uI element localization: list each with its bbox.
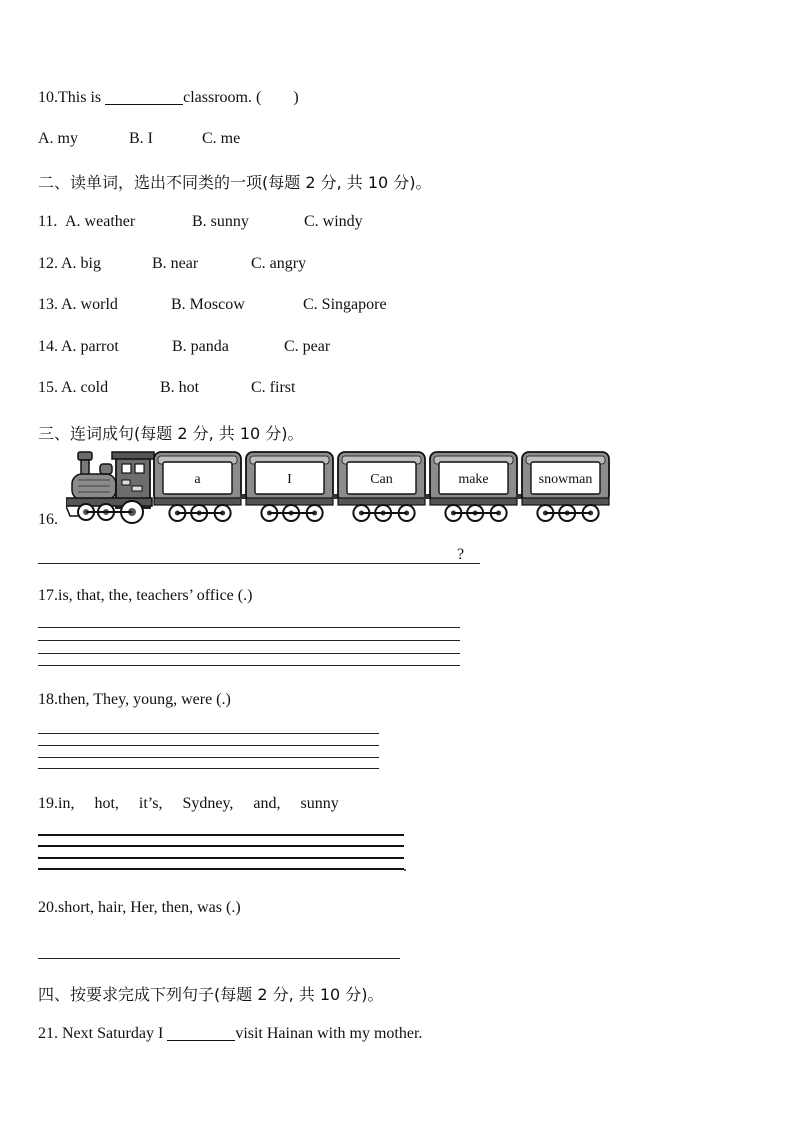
q15-option-a: A. cold	[61, 379, 109, 396]
q18-line-4[interactable]	[38, 768, 379, 769]
q16-number: 16.	[38, 511, 58, 528]
q10-prefix: 10.This is	[38, 89, 106, 106]
q20-answer-line[interactable]	[38, 958, 400, 959]
q13-number: 13.	[38, 296, 58, 313]
q13-option-c: C. Singapore	[303, 296, 387, 313]
q14-option-a: A. parrot	[61, 338, 119, 355]
q18-line-2[interactable]	[38, 745, 379, 746]
train-car	[430, 452, 517, 521]
section-2-heading: 二、读单词，选出不同类的一项(每题 2 分, 共 10 分)。	[38, 173, 432, 192]
q12-number: 12.	[38, 255, 58, 272]
question-19: 19.in, hot, it’s, Sydney, and, sunny	[38, 795, 339, 812]
section-3-heading: 三、连词成句(每题 2 分, 共 10 分)。	[38, 424, 304, 443]
q17-line-3[interactable]	[38, 653, 460, 654]
question-17: 17.is, that, the, teachers’ office (.)	[38, 587, 253, 604]
q16-end-mark: ?	[457, 546, 465, 563]
q12-option-b: B. near	[152, 255, 199, 272]
q19-end-mark: .	[403, 858, 407, 875]
question-10	[38, 88, 299, 107]
question-20: 20.short, hair, Her, then, was (.)	[38, 899, 241, 916]
q21-answer-blank[interactable]	[167, 1024, 235, 1041]
q11-option-b: B. sunny	[192, 213, 249, 230]
train-word: I	[287, 472, 292, 487]
q19-line-2[interactable]	[38, 845, 404, 847]
q11-number: 11.	[38, 213, 58, 230]
train-cars	[152, 450, 612, 528]
train-car	[154, 452, 241, 521]
q14-option-c: C. pear	[284, 338, 331, 355]
q12-option-a: A. big	[61, 255, 101, 272]
question-21	[38, 1024, 422, 1043]
q18-line-1[interactable]	[38, 733, 379, 734]
q11-option-c: C. windy	[304, 213, 363, 230]
q15-option-b: B. hot	[160, 379, 200, 396]
train-word: Can	[370, 472, 393, 487]
train-word: make	[458, 472, 489, 487]
q19-line-3[interactable]	[38, 857, 404, 859]
q15-number: 15.	[38, 379, 58, 396]
q19-line-4[interactable]	[38, 868, 404, 870]
q10-suffix: classroom. ( )	[183, 89, 299, 106]
train-word: snowman	[538, 472, 593, 487]
q11-option-a: A. weather	[65, 213, 136, 230]
q14-option-b: B. panda	[172, 338, 229, 355]
q10-option-b: B. I	[129, 130, 153, 147]
q19-line-1[interactable]	[38, 834, 404, 836]
q13-option-b: B. Moscow	[171, 296, 245, 313]
q10-answer-blank[interactable]	[105, 88, 183, 105]
train-car	[522, 452, 609, 521]
train-car	[338, 452, 425, 521]
q17-line-4[interactable]	[38, 665, 460, 666]
section-4-heading: 四、按要求完成下列句子(每题 2 分, 共 10 分)。	[38, 985, 384, 1004]
q21-suffix: visit Hainan with my mother.	[235, 1025, 423, 1042]
train-car	[246, 452, 333, 521]
q15-option-c: C. first	[251, 379, 296, 396]
q12-option-c: C. angry	[251, 255, 307, 272]
q21-prefix: 21. Next Saturday I	[38, 1025, 168, 1042]
q14-number: 14.	[38, 338, 58, 355]
q18-line-3[interactable]	[38, 757, 379, 758]
question-18: 18.then, They, young, were (.)	[38, 691, 231, 708]
train-word: a	[194, 472, 201, 487]
locomotive-icon	[66, 452, 154, 523]
q10-option-c: C. me	[202, 130, 241, 147]
q10-option-a: A. my	[38, 130, 78, 147]
q16-answer-line[interactable]	[38, 563, 480, 564]
q13-option-a: A. world	[61, 296, 118, 313]
q17-line-1[interactable]	[38, 627, 460, 628]
q17-line-2[interactable]	[38, 640, 460, 641]
